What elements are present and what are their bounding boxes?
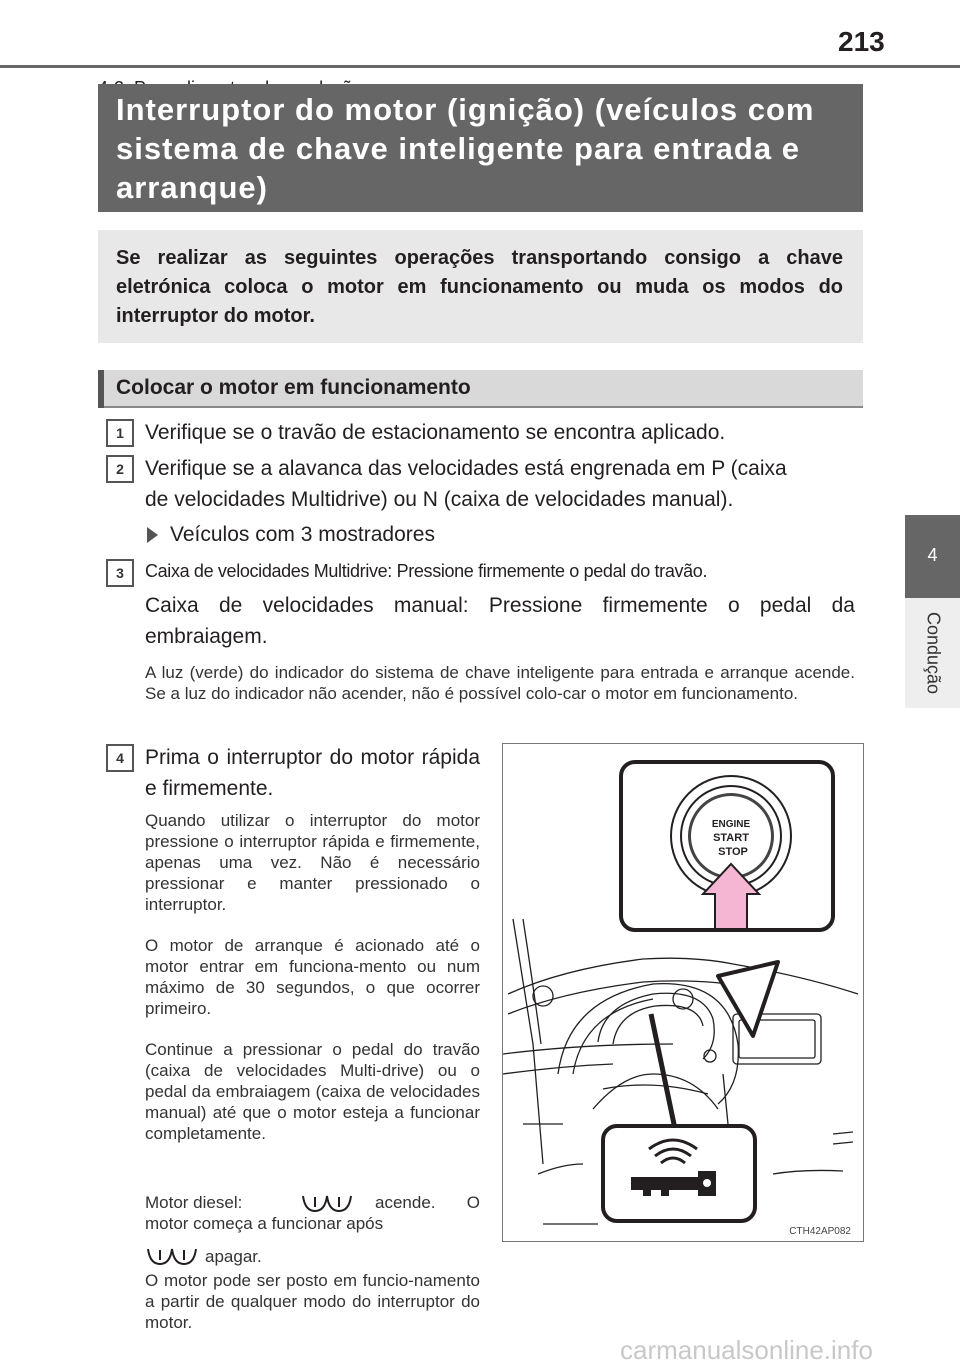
vehicle-variant-label: Veículos com 3 mostradores [170, 523, 435, 546]
subheading-bar [98, 370, 863, 408]
manual-gearbox-text: Caixa de velocidades manual: Pressione firmemente o pedal da embraiagem. [145, 594, 855, 648]
diesel-prefix: Motor diesel: [145, 1193, 243, 1212]
step-2-text-line1: Verifique se a alavanca das velocidades está engrenada em P (caixa [145, 457, 787, 480]
indicator-note: A luz (verde) do indicador do sistema de chave inteligente para entrada e arranque acende. Se a luz do indicador não acender, não é possível colo-car o motor em funcionamento. [145, 663, 855, 703]
step-4-note-1: Quando utilizar o interruptor do motor pressione o interruptor rápida e firmemente, apenas uma vez. Não é necessário pressionar e manter pressionado o interruptor. [145, 811, 480, 914]
button-label-start: START [713, 832, 749, 844]
figure-code: CTH42AP082 [789, 1226, 851, 1237]
step-1-text: Verifique se o travão de estacionamento se encontra aplicado. [145, 421, 726, 444]
triangle-bullet-icon [147, 527, 158, 543]
watermark: carmanualsonline.info [620, 1335, 873, 1365]
title-box [98, 84, 863, 212]
intro-text: Se realizar as seguintes operações transportando consigo a chave eletrónica coloca o motor em funcionamento ou muda os modos do interruptor do motor. [116, 247, 843, 327]
step-4-text: Prima o interruptor do motor rápida e firmemente. [145, 746, 480, 800]
dashboard-illustration [503, 744, 863, 1241]
button-label-stop: STOP [718, 846, 748, 858]
chapter-number: 4 [927, 545, 938, 565]
glow-plug-icon [145, 1246, 199, 1268]
step-4-note-3: Continue a pressionar o pedal do travão (caixa de velocidades Multi-drive) ou o pedal da embraiagem (caixa de velocidades manual) até que o motor esteja a funcionar completamente. [145, 1040, 480, 1143]
step-1-badge: 1 [106, 419, 134, 447]
illustration [502, 743, 864, 1242]
intro-box [98, 230, 863, 343]
chapter-label-box [905, 598, 960, 708]
step-4-badge: 4 [106, 744, 134, 772]
chapter-label: Condução [923, 611, 943, 695]
vehicle-variant [147, 519, 435, 550]
header-divider [0, 65, 960, 68]
diesel-middle: acende. O motor começa a funcionar após [145, 1193, 480, 1233]
step-2-badge: 2 [106, 455, 134, 483]
step-2-text-line2: de velocidades Multidrive) ou N (caixa de velocidades manual). [145, 488, 734, 511]
subheading-accent [98, 370, 104, 408]
page-number: 213 [838, 26, 885, 57]
step-3-badge: 3 [106, 559, 134, 587]
diesel-after: O motor pode ser posto em funcio-namento a partir de qualquer modo do interruptor do motor. [145, 1271, 480, 1332]
chapter-tab [905, 515, 960, 598]
button-label-engine: ENGINE [711, 819, 751, 830]
step-4-note-2: O motor de arranque é acionado até o motor entrar em funciona-mento ou num máximo de 30 segundos, o que ocorrer primeiro. [145, 936, 480, 1018]
step-3-text: Caixa de velocidades Multidrive: Pressione firmemente o pedal do travão. [145, 561, 708, 581]
page-title: Interruptor do motor (ignição) (veículos com sistema de chave inteligente para entrada e arranque) [116, 92, 815, 205]
diesel-suffix: apagar. [205, 1247, 262, 1266]
subheading: Colocar o motor em funcionamento [116, 376, 471, 399]
